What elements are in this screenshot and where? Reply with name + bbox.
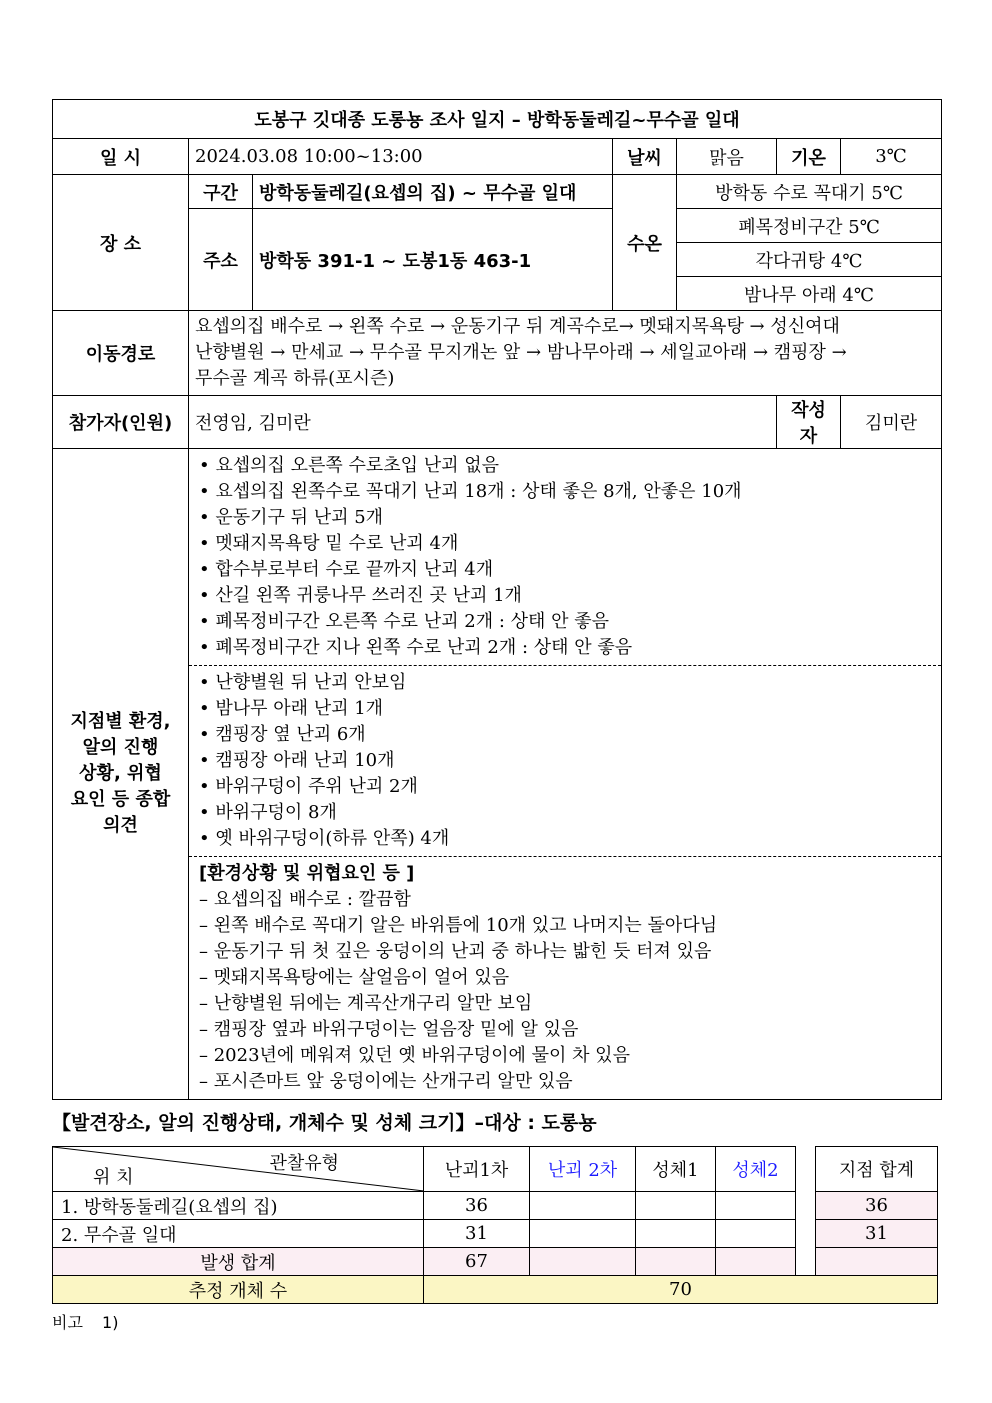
section-value: 방학동둘레길(요셉의 집) ~ 무수골 일대 [253,175,613,209]
environment-item: – 캠핑장 옆과 바위구덩이는 얼음장 밑에 알 있음 [199,1019,579,1040]
sum-label: 발생 합계 [53,1248,424,1276]
summary-title: 【발견장소, 알의 진행상태, 개체수 및 성체 크기】–대상 : 도롱뇽 [52,1112,597,1134]
route-label: 이동경로 [53,311,189,396]
water-temp-item: 밤나무 아래 4℃ [677,277,942,311]
writer-value: 김미란 [841,396,942,449]
water-temp-label: 수온 [613,175,677,311]
list-item: • 멧돼지목욕탕 밑 수로 난괴 4개 [199,531,941,557]
environment-item: – 운동기구 뒤 첫 깊은 웅덩이의 난괴 중 하나는 밟힌 듯 터져 있음 [199,941,712,962]
environment-item: – 요셉의집 배수로 : 깔끔함 [199,889,411,910]
list-item: • 난향별원 뒤 난괴 안보임 [199,670,941,696]
header-type: 관찰유형 [269,1153,339,1174]
date-value: 2024.03.08 10:00~13:00 [189,139,613,175]
participants-value: 전영임, 김미란 [189,396,777,449]
sum-value: 67 [424,1248,530,1276]
note-label: 비고 [52,1313,83,1332]
egg-list-group1 [189,449,941,665]
header-corner [53,1147,424,1192]
column-header: 성체1 [636,1147,716,1192]
column-header: 성체2 [716,1147,796,1192]
place-label: 장 소 [53,175,189,311]
environment-item: – 난향별원 뒤에는 계곡산개구리 알만 보임 [199,993,533,1014]
estimate-row [53,1276,938,1304]
table-row [53,1220,938,1248]
list-item: • 캠핑장 아래 난괴 10개 [199,748,941,774]
cell-value [636,1248,716,1276]
cell-value [530,1192,636,1220]
list-item: • 요셉의집 왼쪽수로 꼭대기 난괴 18개 : 상태 좋은 8개, 안좋은 10개 [199,479,941,505]
row-total: 31 [816,1220,938,1248]
cell-value [716,1220,796,1248]
list-item: • 폐목정비구간 지나 왼쪽 수로 난괴 2개 : 상태 안 좋음 [199,635,941,661]
list-item: • 바위구덩이 8개 [199,800,941,826]
spacer [796,1192,816,1220]
participants-label: 참가자(인원) [53,396,189,449]
row-total [816,1248,938,1276]
note-value: 1) [102,1313,119,1332]
opinion-content [189,449,942,1100]
route-text [189,311,942,396]
sum-row [53,1248,938,1276]
environment-item: – 멧돼지목욕탕에는 살얼음이 얼어 있음 [199,967,510,988]
cell-value [716,1192,796,1220]
cell-value [530,1220,636,1248]
column-header: 난괴1차 [424,1147,530,1192]
environment-item: – 포시즌마트 앞 웅덩이에는 산개구리 알만 있음 [199,1071,573,1092]
date-label: 일 시 [53,139,189,175]
page-title: 도봉구 깃대종 도롱뇽 조사 일지 – 방학동둘레길~무수골 일대 [53,100,942,139]
spacer [796,1248,816,1276]
section-label: 구간 [189,175,253,209]
list-item: • 폐목정비구간 오른쪽 수로 난괴 2개 : 상태 안 좋음 [199,609,941,635]
temp-label: 기온 [777,139,841,175]
spacer [796,1147,816,1192]
estimate-value: 70 [424,1276,938,1304]
route-line: 난향별원 → 만세교 → 무수골 무지개논 앞 → 밤나무아래 → 세일교아래 → 캠핑장 → [195,342,847,363]
environment-item: – 2023년에 메워져 있던 옛 바위구덩이에 물이 차 있음 [199,1045,630,1066]
route-line: 요셉의집 배수로 → 왼쪽 수로 → 운동기구 뒤 계곡수로→ 멧돼지목욕탕 → 성신여대 [195,316,840,337]
environment-title: [환경상황 및 위협요인 등 ] [199,863,415,884]
list-item: • 요셉의집 오른쪽 수로초입 난괴 없음 [199,453,941,479]
writer-label: 작성자 [777,396,841,449]
table-row [53,1192,938,1220]
opinion-label: 지점별 환경, 알의 진행 상황, 위협 요인 등 종합 의견 [53,449,189,1100]
cell-value: 31 [424,1220,530,1248]
estimate-label: 추정 개체 수 [53,1276,424,1304]
address-value: 방학동 391-1 ~ 도봉1동 463-1 [253,209,613,311]
column-header: 난괴 2차 [530,1147,636,1192]
water-temp-item: 각다귀탕 4℃ [677,243,942,277]
spacer [796,1220,816,1248]
temp-value: 3℃ [841,139,942,175]
list-item: • 캠핑장 옆 난괴 6개 [199,722,941,748]
list-item: • 산길 왼쪽 귀룽나무 쓰러진 곳 난괴 1개 [199,583,941,609]
cell-value [636,1192,716,1220]
cell-value [636,1220,716,1248]
location-name: 2. 무수골 일대 [53,1220,424,1248]
header-location: 위 치 [93,1167,134,1188]
summary-table [52,1146,938,1304]
cell-value: 36 [424,1192,530,1220]
location-name: 1. 방학동둘레길(요셉의 집) [53,1192,424,1220]
list-item: • 합수부로부터 수로 끝까지 난괴 4개 [199,557,941,583]
list-item: • 옛 바위구덩이(하류 안쪽) 4개 [199,826,941,852]
address-label: 주소 [189,209,253,311]
weather-value: 맑음 [677,139,777,175]
route-line: 무수골 계곡 하류(포시즌) [195,368,395,389]
egg-list-group2 [189,665,941,856]
water-temp-item: 방학동 수로 꼭대기 5℃ [677,175,942,209]
list-item: • 운동기구 뒤 난괴 5개 [199,505,941,531]
note [52,1310,118,1333]
row-total: 36 [816,1192,938,1220]
cell-value [530,1248,636,1276]
survey-log-table [52,99,942,1100]
list-item: • 바위구덩이 주위 난괴 2개 [199,774,941,800]
list-item: • 밤나무 아래 난괴 1개 [199,696,941,722]
environment-item: – 왼쪽 배수로 꼭대기 알은 바위틈에 10개 있고 나머지는 돌아다님 [199,915,718,936]
weather-label: 날씨 [613,139,677,175]
cell-value [716,1248,796,1276]
water-temp-item: 폐목정비구간 5℃ [677,209,942,243]
environment-section [189,856,941,1099]
total-column-header: 지점 합계 [816,1147,938,1192]
